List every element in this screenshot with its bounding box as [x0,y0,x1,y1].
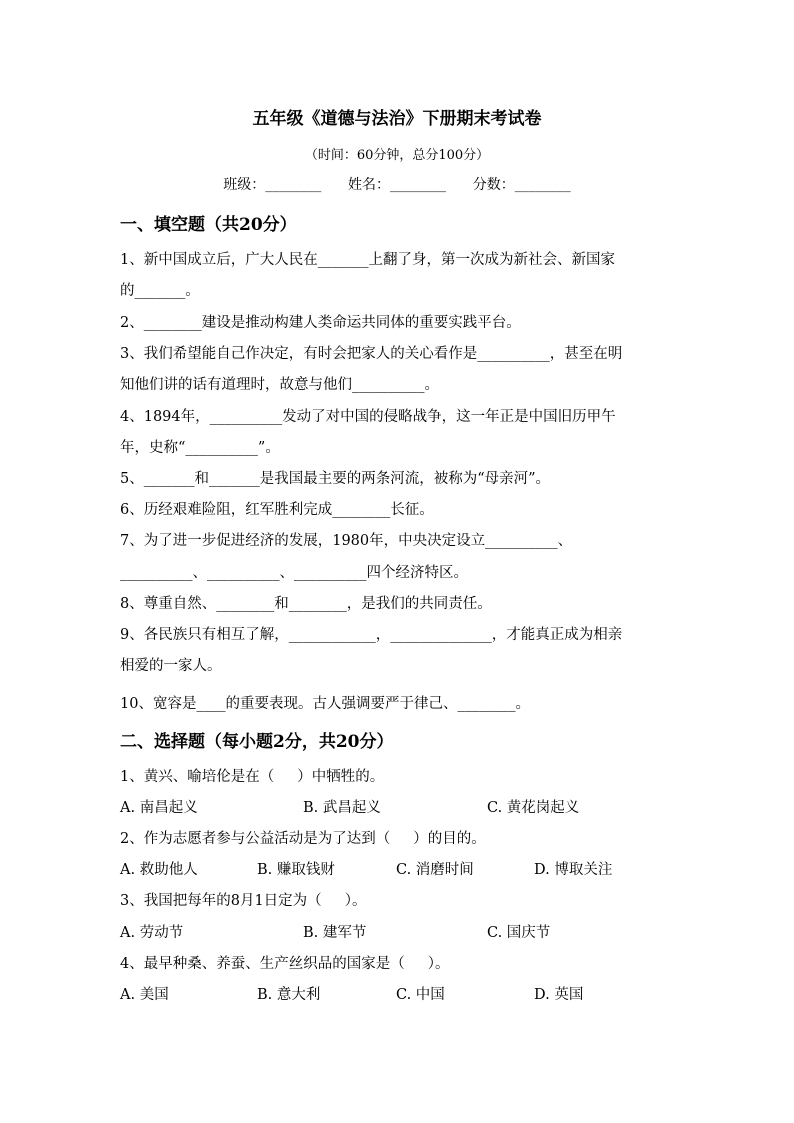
choice-options [120,983,584,1079]
choice-option: A. 美国 [120,987,169,1003]
choice-option: C. 消磨时间 [396,862,474,878]
question-line: 的_______。 [120,283,200,299]
exam-subtitle: （时间：60分钟，总分100分） [304,148,490,163]
question-line: 8、尊重自然、________和________，是我们的共同责任。 [120,596,492,612]
choice-option: C. 国庆节 [487,925,551,941]
question-line: 年，史称“__________”。 [120,440,280,456]
exam-title: 五年级《道德与法治》下册期末考试卷 [252,109,542,129]
choice-option: A. 劳动节 [120,925,184,941]
choice-question-stem: 4、最早种桑、养蚕、生产丝织品的国家是（ ）。 [120,956,450,972]
question-line: 相爱的一家人。 [120,658,222,674]
choice-question-stem: 2、作为志愿者参与公益活动是为了达到（ ）的目的。 [120,831,486,847]
student-info-line: 班级：________ 姓名：________ 分数：________ [223,177,571,193]
choice-option: D. 英国 [534,987,584,1003]
choice-option: D. 博取关注 [534,862,613,878]
question-line: 知他们讲的话有道理时，故意与他们__________。 [120,377,439,393]
question-line: 9、各民族只有相互了解，____________，______________，才能真正成为相亲 [120,627,623,643]
section-heading-multiple-choice: 二、选择题（每小题2分，共20分） [120,732,394,752]
choice-option: B. 武昌起义 [303,800,381,816]
question-line: 4、1894年，__________发动了对中国的侵略战争，这一年正是中国旧历甲午 [120,409,616,425]
question-line: 3、我们希望能自己作决定，有时会把家人的关心看作是__________，甚至在明 [120,346,623,362]
choice-question-stem: 3、我国把每年的8月1日定为（ ）。 [120,893,367,909]
choice-option: A. 南昌起义 [120,800,198,816]
question-line: 1、新中国成立后，广大人民在_______上翻了身，第一次成为新社会、新国家 [120,252,615,268]
choice-option: A. 救助他人 [120,862,198,878]
question-line: __________、__________、__________四个经济特区。 [120,565,468,581]
question-line: 7、为了进一步促进经济的发展，1980年，中央决定设立__________、 [120,533,573,549]
question-line: 10、宽容是____的重要表现。古人强调要严于律己、________。 [120,696,530,712]
choice-option: C. 中国 [396,987,445,1003]
question-line: 6、历经艰难险阻，红军胜利完成________长征。 [120,502,434,518]
choice-option: B. 建军节 [303,925,367,941]
question-line: 2、________建设是推动构建人类命运共同体的重要实践平台。 [120,315,521,331]
choice-question-stem: 1、黄兴、喻培伦是在（ ）中牺牲的。 [120,769,385,785]
choice-option: B. 意大利 [257,987,321,1003]
question-line: 5、_______和_______是我国最主要的两条河流，被称为“母亲河”。 [120,471,551,487]
choice-option: C. 黄花岗起义 [487,800,580,816]
section-heading-fill-blank: 一、填空题（共20分） [120,215,297,235]
choice-option: B. 赚取钱财 [257,862,335,878]
